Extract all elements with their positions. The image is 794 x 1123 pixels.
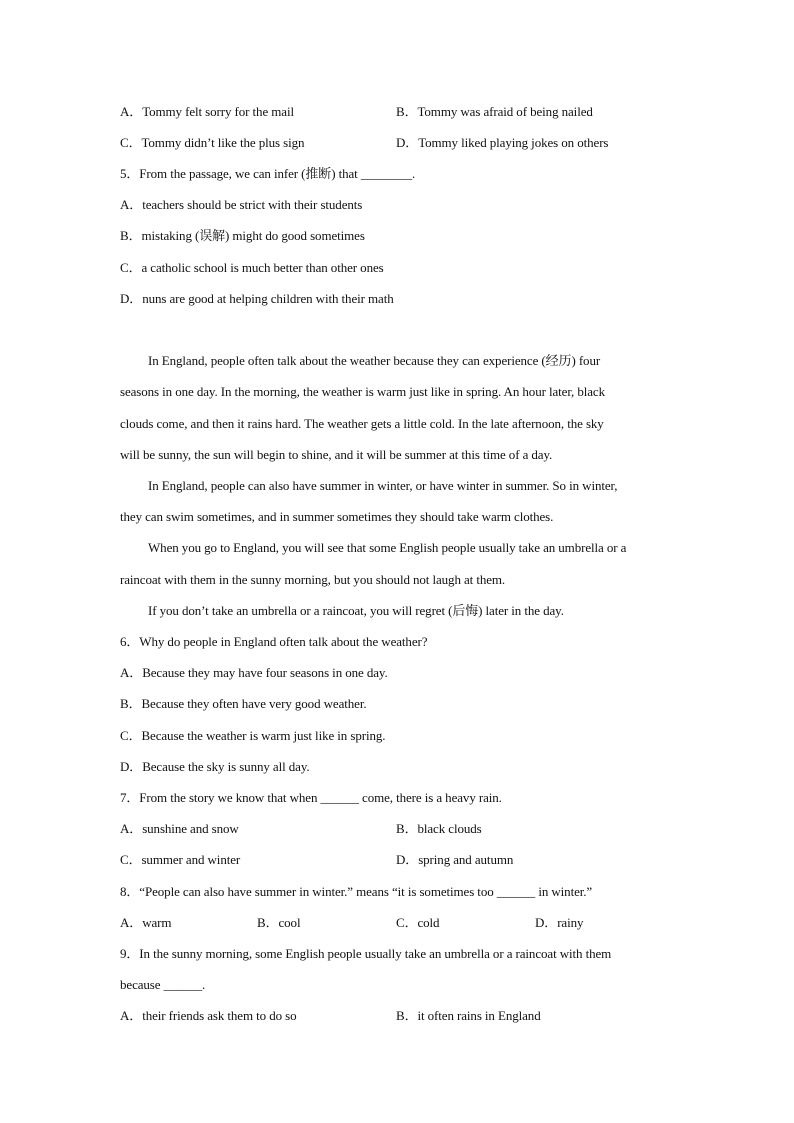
q6-option-d: D．Because the sky is sunny all day. bbox=[120, 759, 310, 774]
q5-option-b: B．mistaking (误解) might do good sometimes bbox=[120, 228, 365, 243]
q5-option-a: A．teachers should be strict with their students bbox=[120, 197, 363, 212]
q8-option-a: A．warm bbox=[120, 915, 172, 930]
passage-line: raincoat with them in the sunny morning, but you should not laugh at them. bbox=[120, 572, 506, 587]
q7-option-b: B．black clouds bbox=[396, 821, 482, 836]
q9-option-a: A．their friends ask them to do so bbox=[120, 1008, 297, 1023]
q8-option-d: D．rainy bbox=[535, 915, 584, 930]
passage-line: In England, people often talk about the weather because they can experience (经历) four bbox=[148, 353, 601, 368]
q7-option-d: D．spring and autumn bbox=[396, 852, 514, 867]
q4-option-b: B．Tommy was afraid of being nailed bbox=[396, 104, 593, 119]
q4-option-c: C．Tommy didn’t like the plus sign bbox=[120, 135, 305, 150]
q5-stem: 5．From the passage, we can infer (推断) that ________. bbox=[120, 166, 416, 181]
q6-option-b: B．Because they often have very good weather. bbox=[120, 696, 367, 711]
q6-stem: 6．Why do people in England often talk about the weather? bbox=[120, 634, 428, 649]
passage-line: In England, people can also have summer in winter, or have winter in summer. So in winter, bbox=[148, 478, 618, 493]
q8-option-b: B．cool bbox=[257, 915, 301, 930]
q8-option-c: C．cold bbox=[396, 915, 440, 930]
q9-stem-continued: because ______. bbox=[120, 977, 206, 992]
passage-line: they can swim sometimes, and in summer sometimes they should take warm clothes. bbox=[120, 509, 554, 524]
passage-line: will be sunny, the sun will begin to shine, and it will be summer at this time of a day. bbox=[120, 447, 553, 462]
passage-line: seasons in one day. In the morning, the weather is warm just like in spring. An hour later, black bbox=[120, 384, 605, 399]
q5-option-c: C．a catholic school is much better than other ones bbox=[120, 260, 384, 275]
q6-option-c: C．Because the weather is warm just like in spring. bbox=[120, 728, 386, 743]
q8-stem: 8．“People can also have summer in winter.” means “it is sometimes too ______ in winter.” bbox=[120, 884, 593, 899]
passage-line: If you don’t take an umbrella or a raincoat, you will regret (后悔) later in the day. bbox=[148, 603, 564, 618]
q4-option-d: D．Tommy liked playing jokes on others bbox=[396, 135, 609, 150]
q6-option-a: A．Because they may have four seasons in one day. bbox=[120, 665, 388, 680]
q4-option-a: A．Tommy felt sorry for the mail bbox=[120, 104, 294, 119]
q9-option-b: B．it often rains in England bbox=[396, 1008, 541, 1023]
passage-line: When you go to England, you will see that some English people usually take an umbrella or a bbox=[148, 540, 627, 555]
q5-option-d: D．nuns are good at helping children with their math bbox=[120, 291, 394, 306]
q9-stem: 9．In the sunny morning, some English people usually take an umbrella or a raincoat with them bbox=[120, 946, 612, 961]
q7-option-c: C．summer and winter bbox=[120, 852, 241, 867]
q7-stem: 7．From the story we know that when ______ come, there is a heavy rain. bbox=[120, 790, 502, 805]
passage-line: clouds come, and then it rains hard. The weather gets a little cold. In the late afternoon, the sky bbox=[120, 416, 604, 431]
q7-option-a: A．sunshine and snow bbox=[120, 821, 239, 836]
